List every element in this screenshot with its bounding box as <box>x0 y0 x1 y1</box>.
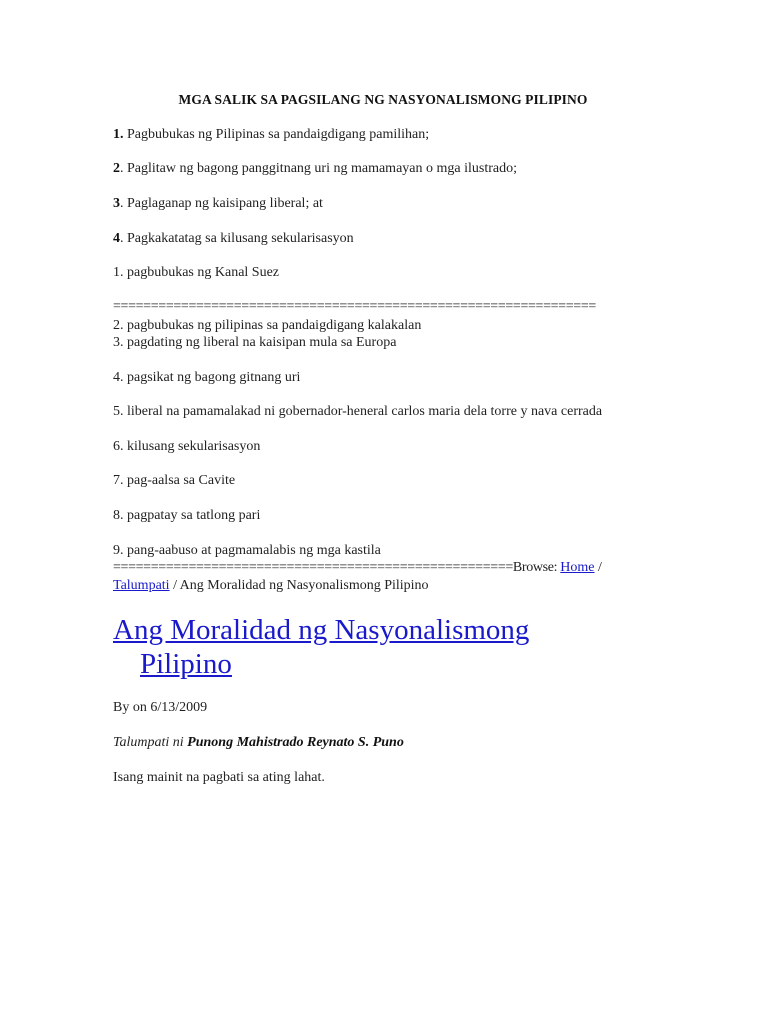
document-title: MGA SALIK SA PAGSILANG NG NASYONALISMONG PILIPINO <box>178 92 588 107</box>
numbered-item-1 <box>113 126 429 143</box>
headline-line-1: Ang Moralidad ng Nasyonalismong <box>113 614 530 646</box>
breadcrumb-separator: / <box>594 560 602 575</box>
greeting-paragraph: Isang mainit na pagbati sa ating lahat. <box>113 770 325 785</box>
list-line-1: 1. pagbubukas ng Kanal Suez <box>113 265 280 280</box>
speech-attribution <box>113 734 404 751</box>
list-line-4: 4. pagsikat ng bagong gitnang uri <box>113 370 301 385</box>
list-line-7: 7. pag-aalsa sa Cavite <box>113 473 236 488</box>
separator-line: ================================================================ <box>113 299 596 314</box>
list-line-3: 3. pagdating ng liberal na kaisipan mula sa Europa <box>113 335 397 350</box>
speech-prefix: Talumpati ni <box>113 735 188 750</box>
list-line-5: 5. liberal na pamamalakad ni gobernador-heneral carlos maria dela torre y nava cerrada <box>113 404 603 419</box>
item-text: . Paglaganap ng kaisipang liberal; at <box>120 196 323 211</box>
numbered-item-2 <box>113 160 517 177</box>
byline: By on 6/13/2009 <box>113 700 208 715</box>
separator-browse: =====================================================Browse: <box>113 560 561 575</box>
list-line-6: 6. kilusang sekularisasyon <box>113 439 261 454</box>
numbered-item-3 <box>113 195 323 212</box>
breadcrumb-talumpati-link[interactable]: Talumpati <box>113 578 170 593</box>
breadcrumb-continued <box>113 577 429 594</box>
numbered-item-4 <box>113 230 354 247</box>
speech-author: Punong Mahistrado Reynato S. Puno <box>187 735 404 750</box>
list-line-9: 9. pang-aabuso at pagmamalabis ng mga kastila <box>113 543 381 558</box>
article-headline-link[interactable] <box>113 613 633 681</box>
headline-line-2: Pilipino <box>140 648 232 680</box>
item-number: 3 <box>113 196 120 211</box>
item-number: 2 <box>113 161 120 176</box>
breadcrumb-home-link[interactable]: Home <box>560 560 595 575</box>
item-text: Pagbubukas ng Pilipinas sa pandaigdigang pamilihan; <box>123 127 430 142</box>
item-number: 1. <box>113 127 124 142</box>
item-text: . Paglitaw ng bagong panggitnang uri ng mamamayan o mga ilustrado; <box>120 161 517 176</box>
item-number: 4 <box>113 231 120 246</box>
item-text: . Pagkakatatag sa kilusang sekularisasyon <box>120 231 354 246</box>
breadcrumb-current: / Ang Moralidad ng Nasyonalismong Pilipino <box>169 578 429 593</box>
list-line-8: 8. pagpatay sa tatlong pari <box>113 508 261 523</box>
list-line-2: 2. pagbubukas ng pilipinas sa pandaigdigang kalakalan <box>113 318 422 333</box>
breadcrumb <box>113 559 602 576</box>
